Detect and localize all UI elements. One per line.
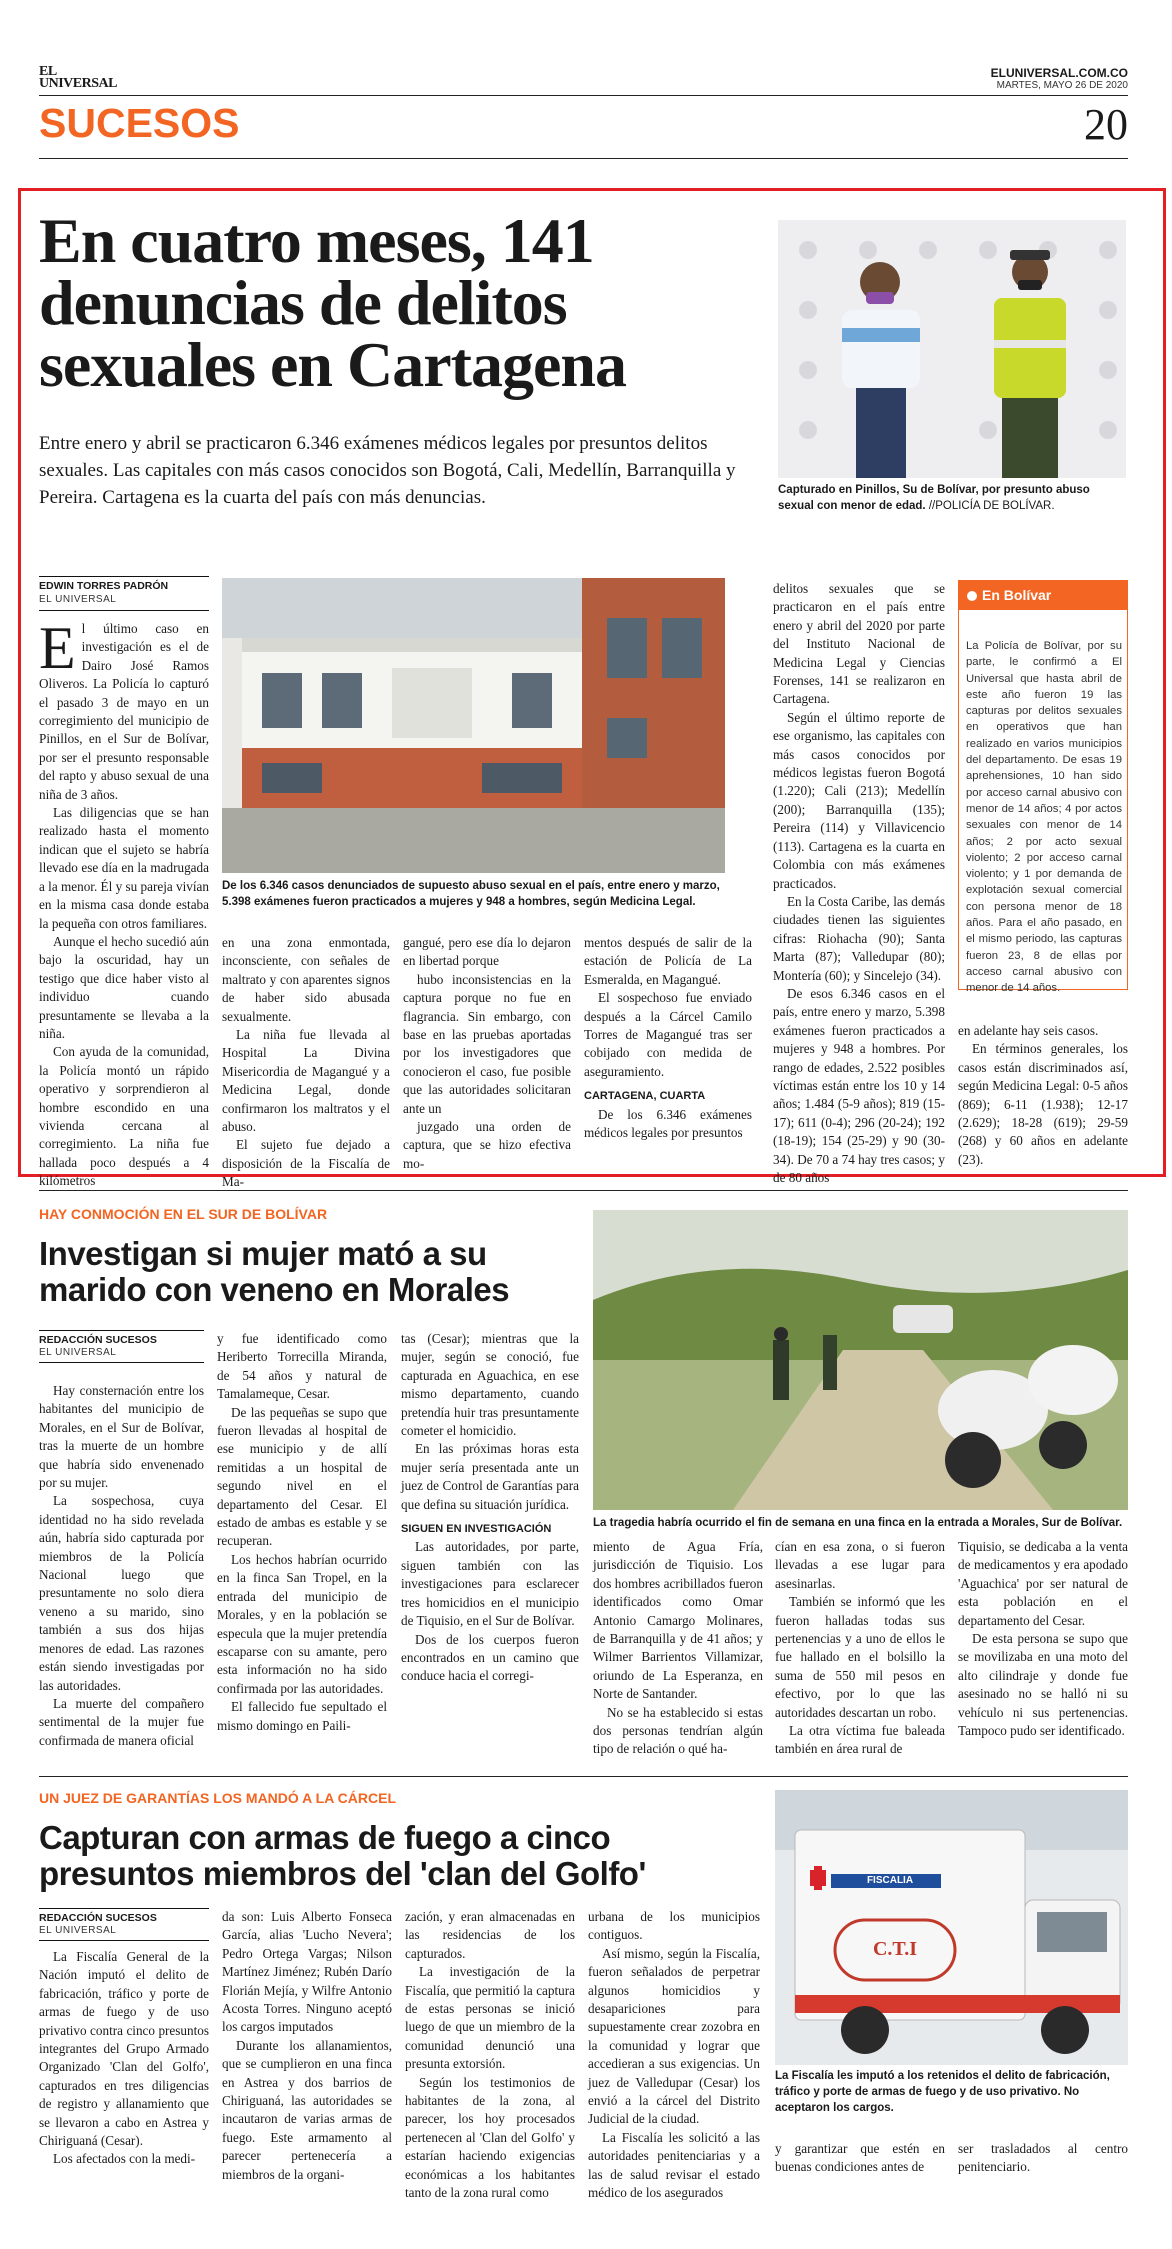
story1-col6-p2: En términos generales, los casos están discriminados así, según Medicina Legal: 0-5 años (869); 6-11 (1.938); 12-17 (2.629); 18-28 (619); 29-59 (268) y 60 años en adelante (23). [958, 1041, 1128, 1167]
story1-byline-rule-bottom [39, 610, 209, 611]
story1-col1-p2: Las diligencias que se han realizado hasta el momento indican que el sujeto se habría llevado ese día en la madrugada a la menor. Él y su pareja vivían en la misma casa donde estaba la pequeña con otros familiares. [39, 805, 209, 931]
story1-col3-p1: gangué, pero ese día lo dejaron en libertad porque [403, 935, 571, 969]
story1-col1-p4: Con ayuda de la comunidad, la Policía montó un rápido operativo y sorprendieron al hombre escondido en una vivienda cercana al corregimiento. La niña fue hallada poco después a 4 kilómetros [39, 1044, 209, 1189]
sidebar-title: En Bolívar [958, 580, 1128, 610]
story3-col3-p3: Según los testimonios de habitantes de la zona, al parecer, los hoy procesados pertenecen al 'Clan del Golfo' y estarían haciendo exigencias económicas a los habitantes tanto de la zona rural como [405, 2074, 575, 2201]
story1-col5-p2: Según el último reporte de ese organismo, las capitales con más casos conocidos por médicos legistas fueron Bogotá (1.220); Cali (213); Medellín (200); Barranquilla (135); Pereira (114) y Villavicencio (113). Cartagena es la cuarta en Colombia con más exámenes practicados. [773, 709, 945, 891]
van-cti-label: C.T.I [872, 1938, 918, 1960]
story2-column-5 [775, 1538, 945, 1759]
story3-col6-p1: ser trasladados al centro penitenciario. [958, 2141, 1128, 2175]
story1-dropcap: E [39, 615, 76, 681]
crime-scene-illustration [593, 1210, 1128, 1510]
story1-byline-rule [39, 576, 209, 577]
story2-col5-p2: También se informó que les fueron halladas todas sus pertenencias y a uno de ellos le fue hallado en el bolsillo la suma de 550 mil pesos en efectivo, por lo que las autoridades descartan un robo. [775, 1594, 945, 1720]
building-illustration [222, 578, 725, 873]
story2-column-2 [217, 1330, 387, 1735]
van-fiscalia-label: FISCALIA [866, 1875, 914, 1886]
story2-col6-p2: De esta persona se supo que se movilizaba en una moto del alto cilindraje y donde fue asesinado no se halló ni su vehículo ni sus pertenencias. Tampoco pudo ser identificado. [958, 1631, 1128, 1739]
story3-byline: REDACCIÓN SUCESOS [39, 1912, 157, 1924]
story3-col4-p1: urbana de los municipios contiguos. [588, 1909, 760, 1943]
story1-headline: En cuatro meses, 141 denuncias de delitos sexuales en Cartagena [39, 205, 626, 400]
story1-subheading: CARTAGENA, CUARTA [584, 1090, 706, 1103]
fiscalia-van-illustration [775, 1790, 1128, 2065]
story3-byline-rule-bottom [39, 1940, 209, 1941]
story2-col3-p4: Dos de los cuerpos fueron encontrados en un camino que conduce hacia el corregi- [401, 1631, 579, 1684]
story3-col4-p3: La Fiscalía les solicitó a las autoridades penitenciarias y a las de salud revisar el estado médico de los asegurados [588, 2129, 760, 2201]
story1-column-3 [403, 934, 571, 1173]
story3-column-2 [222, 1908, 392, 2184]
arrest-photo [778, 220, 1126, 478]
crime-scene-photo [593, 1210, 1128, 1510]
arrest-caption-credit: //POLICÍA DE BOLÍVAR. [925, 500, 1055, 512]
story1-byline-outlet: EL UNIVERSAL [39, 594, 117, 605]
publication-date: MARTES, MAYO 26 DE 2020 [996, 80, 1128, 91]
top-divider [39, 95, 1128, 96]
page-number: 20 [1084, 100, 1128, 149]
story3-col3-p2: La investigación de la Fiscalía, que permitió la captura de estas personas se inició luego de que un miembro de la comunidad denunció una presunta extorsión. [405, 1964, 575, 2072]
story3-byline-outlet: EL UNIVERSAL [39, 1925, 117, 1936]
arrest-caption-text: Capturado en Pinillos, Su de Bolívar, por presunto abuso sexual con menor de edad. [778, 484, 1090, 512]
section-title: SUCESOS [39, 100, 240, 146]
story2-kicker: HAY CONMOCIÓN EN EL SUR DE BOLÍVAR [39, 1206, 328, 1222]
sidebar-text: La Policía de Bolívar, por su parte, le confirmó a El Universal que hasta abril de este año fueron 19 las capturas por delitos sexuales en operativos que han realizado en varios municipios del departamento. De esas 19 aprehensiones, 10 han sido por acceso carnal abusivo con menor de 14 años; 4 por actos sexuales con menor de 14 años; 2 por acto sexual violento; 2 por acceso carnal violento; y 1 por demanda de explotación sexual comercial con persona menor de 18 años. Para el año pasado, en el mismo periodo, las capturas fueron 23, 8 de ellas por acceso carnal abusivo con menor de 14 años. [966, 640, 1122, 995]
logo-line-2: UNIVERSAL [39, 76, 117, 91]
building-photo [222, 578, 725, 873]
story2-col1-p3: La muerte del compañero sentimental de la mujer fue confirmada de manera oficial [39, 1695, 204, 1748]
story2-column-1 [39, 1382, 204, 1750]
story2-column-3 [401, 1330, 579, 1686]
story2-col2-p1: y fue identificado como Heriberto Torrecilla Miranda, de 54 años y natural de Tamalameque, Cesar. [217, 1331, 387, 1402]
story1-byline: EDWIN TORRES PADRÓN [39, 580, 169, 592]
story1-col5-p4: De esos 6.346 casos en el país, entre enero y marzo, 5.398 exámenes fueron practicados a mujeres y 948 a hombres. Por rango de edades, 2.522 posibles víctimas están entre los 10 y 14 años; 1.484 (5-9 años); 819 (15-17); 611 (0-4); 296 (20-24); 192 (18-19); 154 (25-29) y 90 (30-34). De 70 a 74 hay tres casos; y de 80 años [773, 985, 945, 1185]
story2-subheading: SIGUEN EN INVESTIGACIÓN [401, 1523, 552, 1536]
story2-byline-rule [39, 1330, 204, 1331]
story3-col3-p1: zación, y eran almacenadas en las residencias de los capturados. [405, 1909, 575, 1961]
story1-column-4 [584, 934, 752, 1142]
story3-column-5 [775, 2140, 945, 2177]
story3-col1-p2: Los afectados con la medi- [53, 2151, 196, 2167]
story1-col3-p3: juzgado una orden de captura, que se hizo efectiva mo- [403, 1119, 571, 1171]
story2-col3-p3: Las autoridades, por parte, siguen también con las investigaciones para esclarecer tres homicidios en el municipio de Tiquisio, en el Sur de Bolívar. [401, 1539, 579, 1629]
fiscalia-van-photo [775, 1790, 1128, 2065]
story3-col2-p2: Durante los allanamientos, que se cumplieron en una finca en Astrea y dos barrios de Chiriguaná, las autoridades se incautaron de varias armas de fuego. Este armamento al parecer pertenecería a miembros de la organi- [222, 2037, 392, 2182]
story1-col4-p1: mentos después de salir de la estación de Policía de La Esmeralda, en Magangué. [584, 935, 752, 987]
story3-col4-p2: Así mismo, según la Fiscalía, fueron señalados de perpetrar algunos homicidios y desapariciones para supuestamente crear zozobra en la comunidad y lograr que accedieran a sus exigencias. Un juez de Valledupar (Cesar) los envió a la cárcel del Distrito Judicial de la ciudad. [588, 1945, 760, 2127]
story1-column-1 [39, 615, 209, 1191]
story2-col5-p1: cían en esa zona, o si fueron llevadas a ese lugar para asesinarlas. [775, 1539, 945, 1591]
story3-headline: Capturan con armas de fuego a cinco presuntos miembros del 'clan del Golfo' [39, 1819, 646, 1892]
story2-col1-p1: Hay consternación entre los habitantes del municipio de Morales, en el Sur de Bolívar, tras la muerte de un hombre que habría sido envenenado por su mujer. [39, 1383, 204, 1491]
story2-col5-p3: La otra víctima fue baleada también en área rural de [775, 1723, 945, 1757]
story1-col2-p3: El sujeto fue dejado a disposición de la Fiscalía de Ma- [222, 1137, 390, 1190]
story2-col1-p2: La sospechosa, cuya identidad no ha sido revelada aún, habría sido capturada por miembros de la Policía Nacional luego que presuntamente no solo diera veneno a su marido, sino también a sus dos hijas menores de edad. Las razones están siendo investigadas por las autoridades. [39, 1493, 204, 1693]
fiscalia-van-caption: La Fiscalía les imputó a los retenidos el delito de fabricación, tráfico y porte de armas de fuego y de uso privativo. No aceptaron los cargos. [775, 2070, 1110, 2114]
story2-col2-p2: De las pequeñas se supo que fueron llevadas al hospital de ese municipio y de allí remitidas a un hospital de segundo nivel en el departamento del Cesar. El estado de ambas es estable y se recuperan. [217, 1404, 387, 1549]
story-divider-2 [39, 1776, 1128, 1777]
story2-col4-p1: miento de Agua Fría, jurisdicción de Tiquisio. Los dos hombres acribillados fueron identificados como Omar Antonio Camargo Molinares, de Barranquilla y de 41 años; y Wilmer Barrientos Villamizar, oriundo de La Esperanza, en Norte de Santander. [593, 1539, 763, 1702]
logo-line-1: EL [39, 64, 57, 79]
story2-headline: Investigan si mujer mató a su marido con veneno en Morales [39, 1235, 510, 1308]
story1-col2-p1: en una zona enmontada, inconsciente, con señales de maltrato y con aparentes signos de haber sido abusada sexualmente. [222, 935, 390, 1024]
story2-column-6 [958, 1538, 1128, 1740]
story2-col4-p2: No se ha establecido si estas dos personas tendrían algún tipo de relación o qué ha- [593, 1704, 763, 1757]
story2-byline-outlet: EL UNIVERSAL [39, 1347, 117, 1358]
story2-col3-p2: En las próximas horas esta mujer sería presentada ante un juez de Control de Garantías para que defina su situación jurídica. [401, 1441, 579, 1512]
story1-deck: Entre enero y abril se practicaron 6.346 exámenes médicos legales por presuntos delitos sexuales. Las capitales con más casos conocidos son Bogotá, Cali, Medellín, Barranquilla y Pereira. Cartagena es la cuarta del país con más denuncias. [39, 433, 736, 508]
story3-kicker: UN JUEZ DE GARANTÍAS LOS MANDÓ A LA CÁRCEL [39, 1790, 396, 1806]
story1-col4-p3: De los 6.346 exámenes médicos legales por presuntos [584, 1106, 752, 1141]
story3-column-1 [39, 1948, 209, 2169]
story3-byline-rule [39, 1908, 209, 1909]
story1-col1-p3: Aunque el hecho sucedió aún bajo la oscuridad, hay un testigo que dice haber visto al individuo cuando presuntamente se llevaba a la niña. [39, 933, 209, 1041]
story1-col2-p2: La niña fue llevada al Hospital La Divina Misericordia de Magangué y a Medicina Legal, donde confirmaron los maltratos y el abuso. [222, 1027, 390, 1135]
story1-col1-p1 [39, 615, 209, 804]
bullet-icon [967, 591, 977, 601]
story1-column-5 [773, 580, 945, 1187]
story1-col5-p1: delitos sexuales que se practicaron en el país entre enero y abril del 2020 por parte del Instituto Nacional de Medicina Legal y Ciencias Forenses, 141 se realizaron en Cartagena. [773, 581, 945, 707]
crime-scene-caption: La tragedia habría ocurrido el fin de semana en una finca en la entrada a Morales, Sur de Bolívar. [593, 1517, 1123, 1529]
story1-col4-p2: El sospechoso fue enviado después a la Cárcel Camilo Torres de Magangué tras ser cobijado con medida de aseguramiento. [584, 990, 752, 1079]
building-photo-caption: De los 6.346 casos denunciados de supuesto abuso sexual en el país, entre enero y marzo, 5.398 exámenes fueron practicados a mujeres y 948 a hombres, según Medicina Legal. [222, 880, 720, 908]
story3-col2-p1: da son: Luis Alberto Fonseca García, alias 'Lucho Nevera'; Pedro Ortega Vargas; Nilson Martínez Jiménez; Rubén Darío Florián Mejía, y Wilfre Antonio Acosta Torres. Ninguno aceptó los cargos imputados [222, 1909, 392, 2035]
story-divider-1 [39, 1190, 1128, 1191]
story2-col6-p1: Tiquisio, se dedicaba a la venta de medicamentos y era apodado 'Aguachica' por ser natural de esta población en el departamento del Cesar. [958, 1539, 1128, 1628]
story3-column-4 [588, 1908, 760, 2203]
story3-column-3 [405, 1908, 575, 2203]
section-divider [39, 158, 1128, 159]
story2-col2-p4: El fallecido fue sepultado el mismo domingo en Paili- [217, 1699, 387, 1733]
story1-col6-p1: en adelante hay seis casos. [958, 1023, 1099, 1038]
story1-col5-p3: En la Costa Caribe, las demás ciudades tienen las siguientes cifras: Riohacha (90); Santa Marta (87); Valledupar (80); Montería (60); y Sincelejo (34). [773, 893, 945, 983]
story1-col1-p1-text: l último caso en investigación es el de Dairo José Ramos Oliveros. La Policía lo capturó el pasado 3 de mayo en un corregimiento del municipio de Pinillos, en el Sur de Bolívar, por ser el presunto responsable del rapto y abuso sexual de una niña de 3 años. [39, 621, 209, 802]
newspaper-logo [39, 66, 117, 90]
story2-col2-p3: Los hechos habrían ocurrido en la finca San Tropel, en la entrada del municipio de Morales, y en la población se especula que la mujer pretendía escaparse con su amante, pero esta información no ha sido confirmada por las autoridades. [217, 1551, 387, 1696]
story1-column-2 [222, 934, 390, 1192]
arrest-photo-caption [778, 482, 1126, 514]
story2-byline: REDACCIÓN SUCESOS [39, 1334, 157, 1346]
story3-column-6 [958, 2140, 1128, 2177]
story3-col5-p1: y garantizar que estén en buenas condiciones antes de [775, 2141, 945, 2175]
arrest-photo-illustration [778, 220, 1126, 478]
story2-col3-p1: tas (Cesar); mientras que la mujer, según se conoció, fue capturada en Aguachica, en ese mismo departamento, cuando pretendía huir tras presuntamente cometer el homicidio. [401, 1331, 579, 1439]
story2-column-4 [593, 1538, 763, 1759]
story2-byline-rule-bottom [39, 1362, 204, 1363]
story1-column-6 [958, 1022, 1128, 1169]
story3-col1-p1: La Fiscalía General de la Nación imputó el delito de fabricación, tráfico y porte de armas de fuego y de uso privativo contra cinco presuntos integrantes del Grupo Armado Organizado 'Clan del Golfo', capturados en tres diligencias de registro y allanamiento que se llevaron a cabo en Astrea y Chiriguaná (Cesar). [39, 1949, 209, 2149]
story1-col3-p2: hubo inconsistencias en la captura porque no fue en flagrancia. Sin embargo, con base en las pruebas aportadas por los investigadores que conocieron el caso, fue posible que las autoridades solicitaran ante un [403, 971, 571, 1116]
site-url[interactable]: ELUNIVERSAL.COM.CO [990, 66, 1128, 80]
